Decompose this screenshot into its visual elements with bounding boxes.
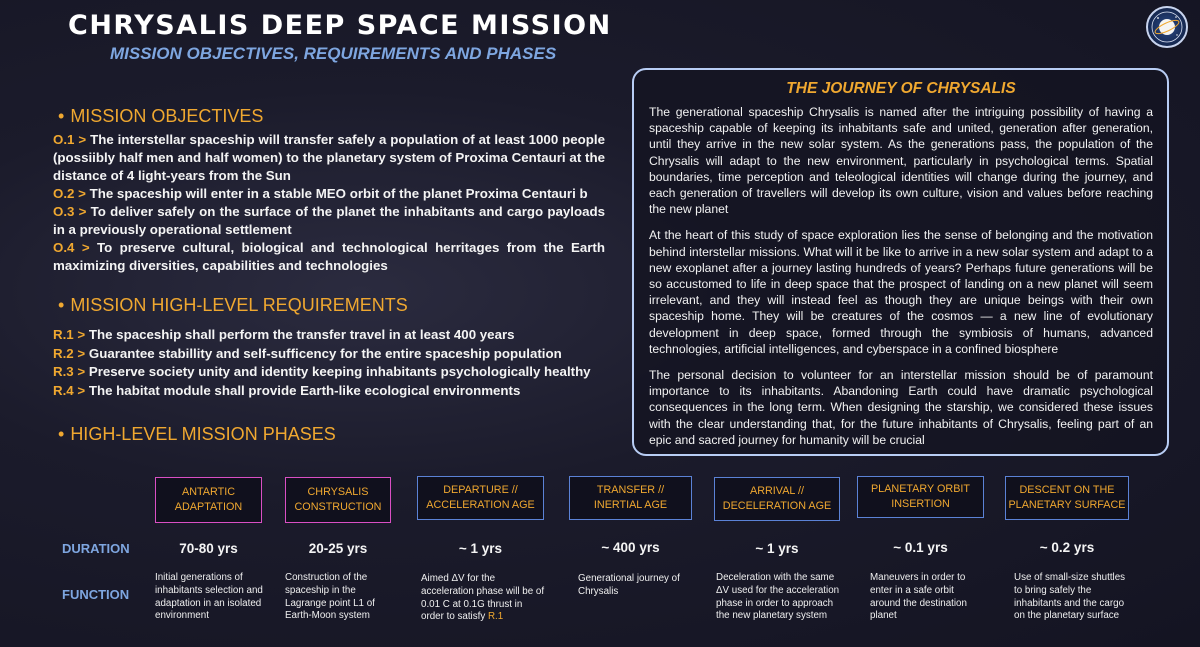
requirements-heading-text: MISSION HIGH-LEVEL REQUIREMENTS: [70, 295, 408, 315]
requirement-text: The habitat module shall provide Earth-like ecological environments: [85, 382, 521, 398]
phase-duration: ~ 0.2 yrs: [1039, 540, 1095, 555]
phase-name-line1: DESCENT ON THE: [1019, 484, 1115, 496]
phase-box: [285, 477, 391, 523]
phase-function: [870, 572, 982, 623]
phase-function: [285, 572, 393, 623]
phase-function-text: Construction of the spaceship in the Lagrange point L1 of Earth-Moon system: [285, 572, 375, 622]
phase-name-line1: TRANSFER //: [596, 484, 665, 496]
requirements-list: [53, 326, 613, 400]
phase-function-ref: R.1: [487, 611, 504, 623]
phase-duration: 20-25 yrs: [308, 541, 368, 556]
phase-duration: ~ 400 yrs: [601, 540, 660, 555]
requirement-item: [53, 363, 613, 382]
phase-box: [1005, 476, 1129, 520]
phase-name-line2: INSERTION: [891, 498, 950, 510]
phase-function-text: Deceleration with the same ΔV used for the acceleration phase in order to approach the new planetary system: [716, 572, 840, 622]
phase-box: [417, 476, 544, 520]
objective-code: O.3 >: [53, 204, 87, 219]
phase-duration: ~ 1 yrs: [755, 541, 799, 556]
duration-label: DURATION: [62, 541, 130, 556]
objective-item: [53, 131, 605, 185]
objective-text: To preserve cultural, biological and technological herritages from the Earth maximizing diversities, capabilities and technologies: [53, 240, 605, 273]
objectives-heading: • MISSION OBJECTIVES: [58, 106, 264, 126]
requirement-code: R.4 >: [53, 382, 86, 398]
requirement-item: [53, 326, 613, 345]
phases-heading-text: HIGH-LEVEL MISSION PHASES: [70, 424, 336, 444]
phase-function: [155, 572, 265, 623]
journey-panel: [632, 68, 1169, 456]
phase-function-text: Generational journey of Chrysalis: [578, 573, 680, 597]
objectives-heading-text: MISSION OBJECTIVES: [70, 106, 264, 126]
objective-text: The interstellar spaceship will transfer safely a population of at least 1000 people (possiibly half men and half women) to the planetary system of Proxima Centauri at the distance of 4 light-years from the Sun: [53, 132, 605, 183]
phase-name-line2: CONSTRUCTION: [294, 501, 382, 513]
journey-paragraph: The personal decision to volunteer for an interstellar mission should be of paramount importance to its inhabitants. Abandoning Earth could have dramatic psychological consequences in the long term. When designing the starship, we considered these issues with the clear understanding that, for the future inhabitants of Chrysalis, feeling part of an epic and sacred journey for humanity will be crucial: [649, 368, 1153, 447]
phase-name-line1: CHRYSALIS: [307, 486, 369, 498]
phase-name-line2: DECELERATION AGE: [722, 500, 832, 512]
page-title: CHRYSALIS DEEP SPACE MISSION: [68, 10, 612, 41]
requirement-code: R.2 >: [53, 345, 86, 361]
phase-name-line1: ANTARTIC: [182, 486, 235, 498]
requirement-code: R.3 >: [53, 364, 86, 379]
requirement-text: The spaceship shall perform the transfer travel in at least 400 years: [85, 327, 515, 342]
phase-name-line2: PLANETARY SURFACE: [1008, 499, 1126, 511]
requirement-code: R.1 >: [53, 327, 86, 342]
requirements-heading: • MISSION HIGH-LEVEL REQUIREMENTS: [58, 295, 408, 315]
journey-paragraph: The generational spaceship Chrysalis is named after the intriguing possibility of having a spaceship capable of keeping its inhabitants safe and united, generation after generation, until they arrive in the new solar system. As the generations pass, the population of the Chrysalis will adapt to the new environment, particularly in psychological terms. Spatial boundaries, time perception and teleological identities will change during the journey, and each generation of travellers will develop its own culture, vision and values before reaching the new planet: [649, 105, 1153, 217]
phase-box: [569, 476, 692, 520]
requirement-text: Preserve society unity and identity keeping inhabitants psychologically healthy: [85, 364, 591, 379]
phase-name-line2: INERTIAL AGE: [593, 499, 668, 511]
function-label: FUNCTION: [62, 587, 130, 602]
phase-name-line1: PLANETARY ORBIT: [870, 483, 970, 495]
objective-item: [53, 203, 605, 239]
objective-text: To deliver safely on the surface of the planet the inhabitants and cargo payloads in a previously operational settlement: [53, 204, 605, 237]
phase-function: [1014, 572, 1126, 623]
phase-function-text: Aimed ΔV for the acceleration phase will be of 0.01 C at 0.1G thrust in order to satisfy: [421, 573, 545, 623]
phase-name-line1: ARRIVAL //: [750, 485, 804, 497]
objectives-list: [53, 131, 605, 275]
phase-duration: ~ 0.1 yrs: [893, 540, 948, 555]
mission-logo: [1146, 6, 1188, 48]
objective-code: O.2 >: [53, 186, 86, 201]
phase-name-line2: ACCELERATION AGE: [426, 499, 535, 511]
phase-box: [714, 477, 840, 521]
page-subtitle: MISSION OBJECTIVES, REQUIREMENTS AND PHASES: [110, 44, 557, 63]
requirement-text: Guarantee stabillity and self-sufficency for the entire spaceship population: [85, 345, 562, 361]
mission-logo-icon: [1148, 8, 1186, 46]
journey-paragraph: At the heart of this study of space exploration lies the sense of belonging and the motivation behind interstellar missions. What will it be like to arrive in a new solar system and adapt to a new exoplanet after a journey lasting hundreds of years? Perhaps future generations will be so accustomed to life in deep space that the prospect of landing on a new planet will seem irrelevant, and they will instead feel as though they are unique beings with their own spaceship home. They will be creatures of the cosmos — a new line of evolutionary development in deep space, formed through the symbiosis of humans, advanced technologies, artificial intelligences, and cyberspace in a confined biosphere: [649, 228, 1153, 356]
phase-function-text: Use of small-size shuttles to bring safely the inhabitants and the cargo on the planetary surface: [1014, 572, 1126, 622]
phase-duration: ~ 1 yrs: [458, 541, 503, 556]
phase-function: [716, 572, 842, 623]
phase-function: [578, 573, 696, 599]
requirement-item: [53, 382, 613, 401]
phases-heading: • HIGH-LEVEL MISSION PHASES: [58, 424, 336, 444]
requirement-item: [53, 345, 613, 364]
objective-code: O.4 >: [53, 240, 90, 255]
phase-function-text: Maneuvers in order to enter in a safe orbit around the destination planet: [870, 572, 967, 622]
phase-function-text: Initial generations of inhabitants selection and adaptation in an isolated environment: [155, 572, 263, 622]
phase-name-line2: ADAPTATION: [174, 501, 243, 513]
phase-box: [857, 476, 984, 518]
phase-box: [155, 477, 262, 523]
objective-item: [53, 239, 605, 275]
phase-duration: 70-80 yrs: [179, 541, 238, 556]
journey-title: THE JOURNEY OF CHRYSALIS: [786, 80, 1016, 97]
phase-function: [421, 573, 547, 624]
objective-item: [53, 185, 605, 203]
phase-name-line1: DEPARTURE //: [443, 484, 518, 496]
objective-text: The spaceship will enter in a stable MEO orbit of the planet Proxima Centauri b: [85, 186, 588, 201]
objective-code: O.1 >: [53, 132, 87, 147]
